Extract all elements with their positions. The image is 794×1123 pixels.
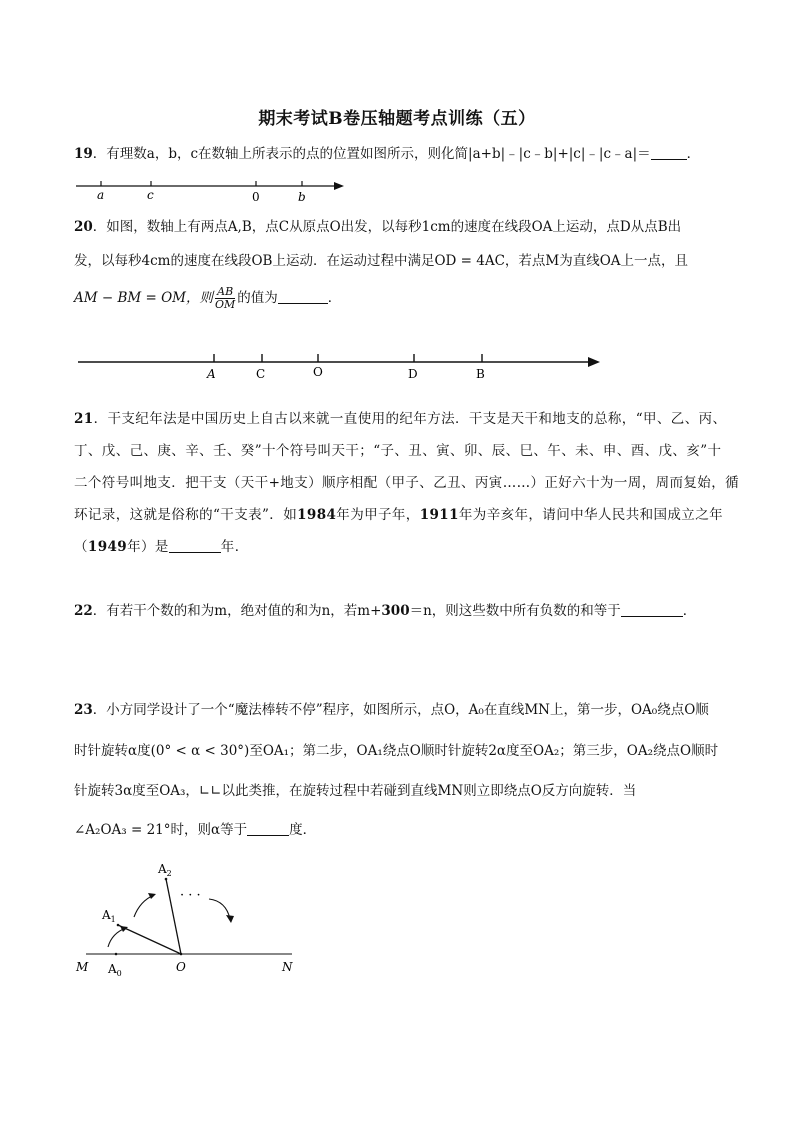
question-text: ．有理数a，b，c在数轴上所表示的点的位置如图所示，则化简|a+b|﹣|c﹣b|+|c|﹣|c﹣a|＝ xyxy=(92,146,651,162)
number-300: 300 xyxy=(381,603,410,619)
question-number: 19 xyxy=(74,146,93,162)
question-23-line-3: 针旋转3α度至OA₃，∟∟以此类推，在旋转过程中若碰到直线MN则立即绕点O反方向旋转．当 xyxy=(74,783,637,799)
question-number: 20 xyxy=(74,219,93,235)
question-text: 度． xyxy=(289,822,317,838)
question-21-line-4 xyxy=(74,505,723,525)
label-O: O xyxy=(313,365,323,379)
number-line-20 xyxy=(78,350,608,382)
question-text: 年为辛亥年，请问中华人民共和国成立之年 xyxy=(458,507,723,523)
label-a0: $A_0$ xyxy=(108,962,122,978)
question-text: ．有若干个数的和为m，绝对值的和为n，若m+ xyxy=(92,603,382,619)
question-19 xyxy=(74,144,700,164)
curved-arrow-3-head xyxy=(226,915,234,923)
year-1949: 1949 xyxy=(87,539,128,555)
label-D: D xyxy=(408,367,418,381)
label-c: c xyxy=(147,188,154,202)
answer-blank[interactable] xyxy=(247,821,289,836)
question-text: ．如图，数轴上有两点A,B，点C从原点O出发，以每秒1cm的速度在线段OA上运动，点D从点B出 xyxy=(92,219,682,235)
answer-blank[interactable] xyxy=(278,289,328,304)
label-m: M xyxy=(76,960,89,974)
question-22 xyxy=(74,601,696,621)
arrow-head xyxy=(334,182,344,190)
question-number: 23 xyxy=(74,702,93,718)
label-a1: $A_1$ xyxy=(102,908,116,924)
answer-blank[interactable] xyxy=(169,538,221,553)
question-text: 年为甲子年， xyxy=(336,507,420,523)
question-text: （ xyxy=(74,539,88,555)
question-20-line-2: 发，以每秒4cm的速度在线段OB上运动．在运动过程中满足OD = 4AC，若点M为直线OA上一点，且 xyxy=(74,253,689,269)
label-C: C xyxy=(256,367,266,381)
dots: · · · xyxy=(180,888,201,903)
question-text: 年）是 xyxy=(127,539,169,555)
ray-oa2 xyxy=(166,879,181,954)
question-text: 年． xyxy=(220,539,249,555)
question-text: 环记录，这就是俗称的“干支表”．如 xyxy=(74,507,298,523)
punctuation: ． xyxy=(682,603,697,619)
answer-blank[interactable] xyxy=(651,145,687,160)
question-21-line-5 xyxy=(74,537,249,557)
question-21-line-1 xyxy=(74,409,726,429)
label-B: B xyxy=(476,367,485,381)
fraction-ab-om xyxy=(215,286,235,311)
label-b: b xyxy=(298,190,306,204)
point-a1 xyxy=(117,924,120,927)
label-0: 0 xyxy=(252,190,260,204)
question-21-line-2: 丁、戊、己、庚、辛、壬、癸”十个符号叫天干；“子、丑、寅、卯、辰、巳、午、未、申、酉、戊、亥”十 xyxy=(74,443,722,459)
point-a0 xyxy=(115,953,118,956)
question-23-line-1 xyxy=(74,700,709,720)
question-text: ＝n，则这些数中所有负数的和等于 xyxy=(409,603,621,619)
question-number: 21 xyxy=(74,411,94,427)
label-a2: $A_2$ xyxy=(158,862,172,878)
fraction-denominator: OM xyxy=(215,298,236,311)
answer-blank[interactable] xyxy=(621,602,683,617)
question-text: 的值为 xyxy=(237,290,278,306)
question-text: ．干支纪年法是中国历史上自古以来就一直使用的纪年方法．干支是天干和地支的总称，“甲、乙、丙、 xyxy=(93,411,727,427)
label-o: O xyxy=(176,960,186,974)
punctuation: ． xyxy=(686,146,701,162)
label-A: A xyxy=(207,367,216,381)
point-a2 xyxy=(165,878,168,881)
question-text: ∠A₂OA₃ = 21°时，则α等于 xyxy=(74,822,248,838)
page-title: 期末考试B卷压轴题考点训练（五） xyxy=(258,109,536,129)
year-1984: 1984 xyxy=(297,507,337,523)
question-21-line-3: 二个符号叫地支．把干支（天干+地支）顺序相配（甲子、乙丑、丙寅……）正好六十为一周，周而复始，循 xyxy=(74,475,740,491)
ray-oa1 xyxy=(118,925,181,954)
question-text: ．小方同学设计了一个“魔法棒转不停”程序，如图所示，点O，A₀在直线MN上，第一步，OA₀绕点O顺 xyxy=(92,702,709,718)
arrow-head xyxy=(588,357,600,367)
question-20-line-3 xyxy=(74,286,341,311)
question-23-line-2: 时针旋转α度(0° < α < 30°)至OA₁；第二步，OA₁绕点O顺时针旋转2α度至OA₂；第三步，OA₂绕点O顺时 xyxy=(74,743,719,759)
number-line-19 xyxy=(76,176,356,206)
question-20-line-1 xyxy=(74,217,681,237)
equation-text: AM − BM = OM，则 xyxy=(74,290,213,306)
label-n: N xyxy=(282,960,293,974)
question-23-line-4 xyxy=(74,820,316,840)
punctuation: ． xyxy=(327,290,342,306)
rotation-figure-23 xyxy=(74,855,314,985)
label-a: a xyxy=(97,188,105,202)
year-1911: 1911 xyxy=(419,507,459,523)
fraction-numerator: AB xyxy=(215,286,235,299)
point-o xyxy=(180,953,183,956)
question-number: 22 xyxy=(74,603,93,619)
